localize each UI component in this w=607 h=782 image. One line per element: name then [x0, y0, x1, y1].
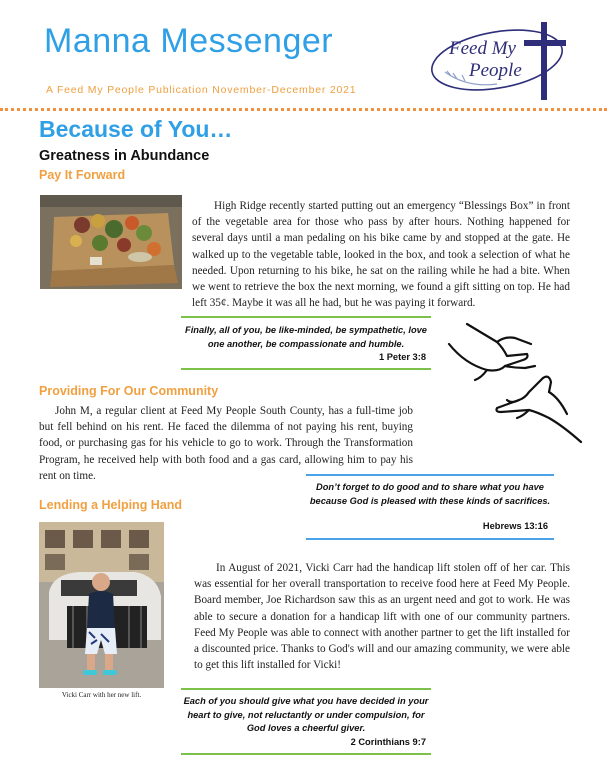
- newsletter-title: Manna Messenger: [44, 22, 334, 60]
- masthead-divider: [0, 108, 607, 111]
- pay-it-forward-text: High Ridge recently started putting out an emergency “Blessings Box” in front of the vegetable area for those who pass by after hours. Nothing happened for several days until a man pedaling on his bike came by and stopped at the gate. He walked up to the vegetable table, looked in the box, and took a selection of what he needed. Upon returning to his bike, he sat on the railing while he had a bite. When we went to retrieve the box the next morning, we found a gift sitting on top. He had left 35¢. Maybe it was all he had, but he was paying it forward.: [192, 200, 570, 310]
- quote2-bottom-rule: [306, 538, 554, 540]
- vicki-carr-photo: [39, 522, 164, 688]
- main-subhead: Greatness in Abundance: [39, 148, 210, 164]
- quote3-text: Each of you should give what you have decided in your heart to give, not reluctantly or under compulsion, for God loves a cheerful giver.: [183, 696, 429, 733]
- newsletter-subtitle: A Feed My People Publication November-December 2021: [46, 84, 357, 96]
- providing-heading: Providing For Our Community: [39, 384, 219, 398]
- quote1-reference: 1 Peter 3:8: [378, 352, 426, 362]
- quote2-reference: Hebrews 13:16: [482, 521, 548, 531]
- quote1-bottom-rule: [181, 368, 431, 370]
- quote3-bottom-rule: [181, 753, 431, 755]
- pay-it-forward-heading: Pay It Forward: [39, 168, 126, 182]
- reaching-hands-illustration: [445, 318, 585, 452]
- logo-text-line1: Feed My: [449, 38, 516, 59]
- quote3-reference: 2 Corinthians 9:7: [350, 737, 426, 747]
- quote3-top-rule: [181, 688, 431, 690]
- providing-text: John M, a regular client at Feed My People South County, has a full-time job but fell behind on his rent. He faced the dilemma of not paying his rent, buying food, or purchasing gas for his vehicle to go to work. Through the Transformation Program, he received help with both food and a gas card, allowing him to pay his rent on time.: [39, 405, 413, 482]
- main-headline: Because of You…: [39, 116, 233, 142]
- helping-hand-heading: Lending a Helping Hand: [39, 498, 183, 512]
- quote2-text: Don’t forget to do good and to share what you have because God is pleased with these kinds of sacrifices.: [309, 482, 551, 506]
- quote2-top-rule: [306, 474, 554, 476]
- quote1-top-rule: [181, 316, 431, 318]
- vegetable-box-photo: [40, 195, 182, 289]
- logo-text-line2: People: [469, 60, 522, 81]
- feed-my-people-logo: [427, 14, 589, 104]
- quote1-text: Finally, all of you, be like-minded, be sympathetic, love one another, be compassionate and humble.: [185, 325, 427, 349]
- helping-hand-text: In August of 2021, Vicki Carr had the handicap lift stolen off of her car. This was essential for her overall transportation to receive food here at Feed My People. Board member, Joe Richardson saw this as an urgent need and got to work. He was able to secure a donation for a handicap lift with one of our community partners. Feed My People was able to connect with another partner to get the lift installed for a discounted price. Thanks to God's will and our amazing community, we were able to get this lift installed for Vicki!: [194, 562, 570, 672]
- vicki-photo-caption: Vicki Carr with her new lift.: [61, 691, 142, 699]
